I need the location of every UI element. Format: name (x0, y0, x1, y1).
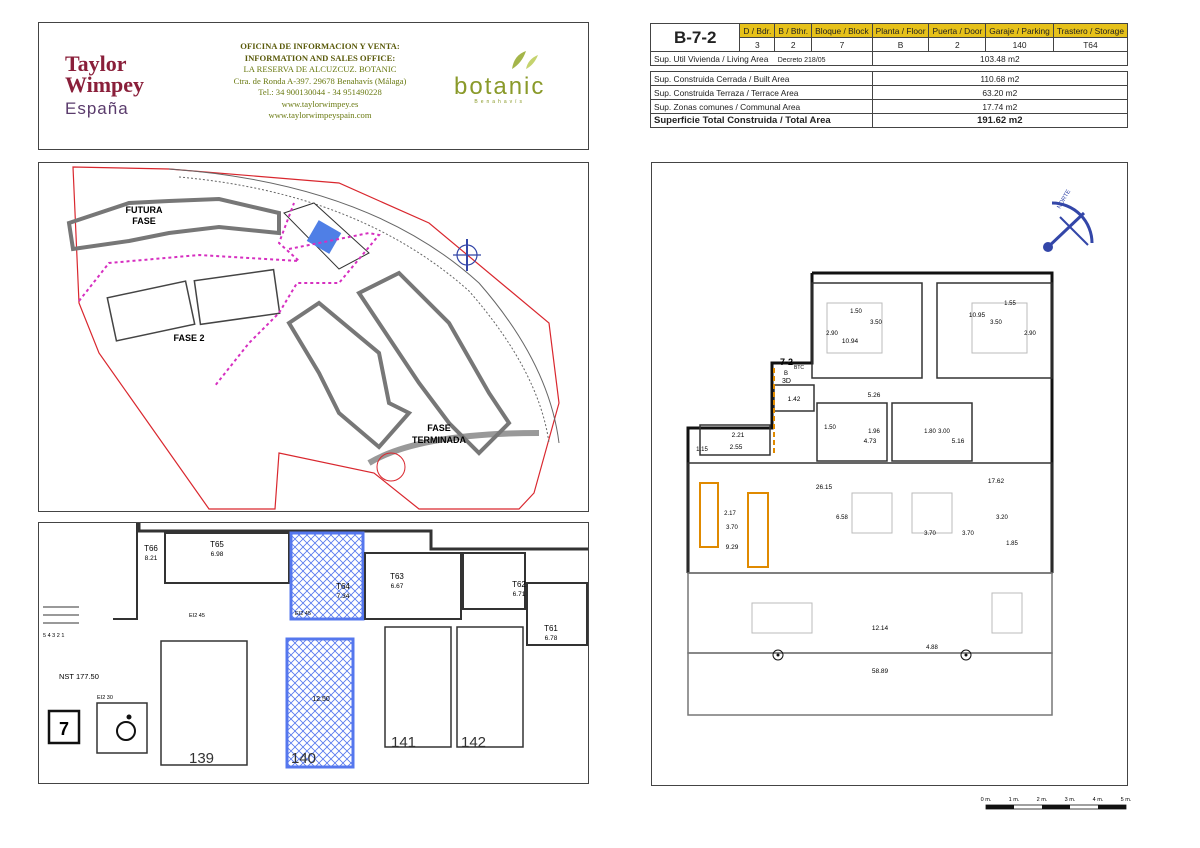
nst-level: NST 177.50 (59, 672, 99, 681)
storage-id: T63 (390, 572, 404, 581)
room-area: 26.15 (815, 484, 833, 491)
storage-T64-highlight (291, 533, 363, 619)
spec-value: T64 (1053, 38, 1127, 52)
spec-header: Puerta / Door (929, 24, 986, 38)
unit-btc: BTC (794, 365, 804, 371)
living-area-label: Sup. Util Vivienda / Living Area (654, 53, 769, 64)
space-number: 142 (461, 734, 487, 751)
total-area-label: Superficie Total Construida / Total Area (651, 114, 873, 128)
terrace-area-value: 63.20 m2 (872, 86, 1127, 100)
spec-table (650, 23, 1128, 128)
taylor-wimpey-logo (65, 53, 144, 119)
scale-label: 3 m. (1064, 797, 1076, 803)
scale-bar (980, 795, 1140, 830)
dimension: 6.58 (836, 515, 848, 521)
room-area: 2.55 (729, 444, 743, 451)
space-number: 140 (291, 750, 317, 767)
office-line: Tel.: 34 900130044 - 34 951490228 (258, 87, 382, 97)
light-point-icon (961, 650, 971, 660)
office-line: www.taylorwimpey.es (281, 98, 359, 109)
office-line: OFICINA DE INFORMACION Y VENTA: (240, 41, 400, 51)
fase2-label: FASE 2 (173, 333, 205, 343)
storage-id: T66 (144, 544, 158, 553)
room-area: 5.26 (867, 392, 881, 399)
logo-line-3: España (65, 99, 129, 118)
unit-code: B-7-2 (651, 24, 740, 52)
dimension: 3.70 (962, 531, 974, 537)
dimension: 3.00 (938, 429, 950, 435)
logo-line-2: Wimpey (65, 72, 145, 97)
wheelchair-icon (117, 715, 135, 741)
site-plan-panel (38, 162, 589, 512)
spec-value: 140 (986, 38, 1054, 52)
room-area: 2.21 (731, 432, 745, 439)
room-area: 9.29 (725, 544, 739, 551)
storage-area: 6.78 (544, 635, 558, 642)
block-number: 7 (58, 719, 70, 739)
dimension: 1.85 (1006, 541, 1018, 547)
dimension: 4.88 (926, 645, 938, 651)
unit-label: 7-2 (780, 357, 794, 367)
room-area: 5.16 (951, 438, 965, 445)
light-point-icon (773, 650, 783, 660)
built-area-label: Sup. Construida Cerrada / Built Area (651, 72, 873, 86)
office-line: LA RESERVA DE ALCUZCUZ. BOTANIC (243, 64, 397, 74)
storage-area: 8.21 (144, 555, 158, 562)
futura-label: FUTURA (125, 205, 163, 215)
futura-label-2: FASE (132, 216, 156, 226)
dimension: 3.70 (726, 525, 738, 531)
botanic-logo (454, 73, 545, 105)
fire-rating: EI2 30 (97, 695, 113, 701)
dimension: 2.90 (826, 331, 838, 337)
fire-rating: EI2 45 (295, 611, 311, 617)
office-line: Ctra. de Ronda A-397. 29678 Benahavís (Málaga) (233, 75, 407, 86)
area-row-label (651, 52, 873, 66)
spec-value: 3 (740, 38, 775, 52)
space-number: 141 (391, 734, 417, 751)
parking-plan-drawing (39, 523, 588, 783)
storage-id: T62 (512, 580, 526, 589)
spec-header: D / Bdr. (740, 24, 775, 38)
logo-line-1: Taylor (65, 51, 127, 76)
spec-header: Planta / Floor (872, 24, 929, 38)
room-area: 4.73 (863, 438, 877, 445)
scale-bar-drawing (980, 795, 1140, 825)
living-area-value: 103.48 m2 (872, 52, 1127, 66)
dimension: 3.50 (990, 320, 1002, 326)
space-area: 12.50 (312, 696, 330, 703)
space-number: 139 (189, 750, 215, 767)
dimension: 1.80 (924, 429, 936, 435)
storage-area: 6.71 (512, 591, 526, 598)
spec-header: Bloque / Block (812, 24, 873, 38)
botanic-sub: Benahavís (474, 99, 526, 105)
spec-value: 2 (929, 38, 986, 52)
spec-value: 2 (775, 38, 812, 52)
dimension: 1.96 (868, 429, 880, 435)
leaf-icon (504, 49, 544, 71)
north-arrow-icon (1043, 189, 1092, 252)
scale-label: 4 m. (1092, 797, 1104, 803)
room-area: 58.89 (871, 668, 889, 675)
terrace-area-label: Sup. Construida Terraza / Terrace Area (651, 86, 873, 100)
unit-type: 3D (782, 378, 791, 385)
storage-id: T65 (210, 540, 224, 549)
north-label: NORTE (1056, 188, 1073, 210)
dimension: 1.50 (824, 425, 836, 431)
storage-area: 6.67 (390, 583, 404, 590)
storage-id: T64 (336, 582, 350, 591)
dimension: 3.50 (870, 320, 882, 326)
terminada-label-2: TERMINADA (412, 435, 466, 445)
spec-header: Trastero / Storage (1053, 24, 1127, 38)
spec-value: 7 (812, 38, 873, 52)
apartment-plan-drawing (652, 163, 1127, 785)
storage-area: 7.34 (336, 593, 350, 600)
unit-sub: B (784, 371, 789, 377)
storage-area: 6.98 (210, 551, 224, 558)
dimension: 1.50 (850, 309, 862, 315)
dimension: 3.20 (996, 515, 1008, 521)
botanic-name: botanic (454, 73, 546, 100)
apartment-plan-panel (651, 162, 1128, 786)
spec-header: B / Bthr. (775, 24, 812, 38)
room-area: 17.62 (987, 478, 1005, 485)
scale-label: 1 m. (1008, 797, 1020, 803)
spec-header: Garaje / Parking (986, 24, 1054, 38)
dimension: 2.17 (724, 511, 736, 517)
office-line: www.taylorwimpeyspain.com (268, 110, 372, 120)
scale-label: 2 m. (1036, 797, 1048, 803)
room-area: 10.94 (841, 338, 859, 345)
storage-id: T61 (544, 624, 558, 633)
site-plan-drawing (39, 163, 588, 511)
office-line: INFORMATION AND SALES OFFICE: (244, 52, 396, 63)
built-area-value: 110.68 m2 (872, 72, 1127, 86)
room-area: 10.95 (968, 312, 986, 319)
fire-rating: EI2 45 (189, 613, 205, 619)
communal-area-label: Sup. Zonas comunes / Communal Area (651, 100, 873, 114)
spec-value: B (872, 38, 929, 52)
dimension: 2.90 (1024, 331, 1036, 337)
dimension: 1.15 (696, 447, 708, 453)
scale-label: 5 m. (1120, 797, 1132, 803)
scale-label: 0 m. (980, 797, 992, 803)
room-area: 1.42 (787, 396, 801, 403)
decree-note: Decreto 218/05 (777, 56, 826, 64)
stair-steps: 5 4 3 2 1 (43, 633, 65, 639)
room-area: 12.14 (871, 625, 889, 632)
north-arrow-icon (453, 239, 481, 271)
parking-plan-panel (38, 522, 589, 784)
header-panel (38, 22, 589, 150)
communal-area-value: 17.74 m2 (872, 100, 1127, 114)
parking-140-highlight (287, 639, 353, 767)
total-area-value: 191.62 m2 (872, 114, 1127, 128)
office-info (207, 41, 433, 122)
terminada-label: FASE (427, 423, 451, 433)
dimension: 1.55 (1004, 301, 1016, 307)
dimension: 3.70 (924, 531, 936, 537)
